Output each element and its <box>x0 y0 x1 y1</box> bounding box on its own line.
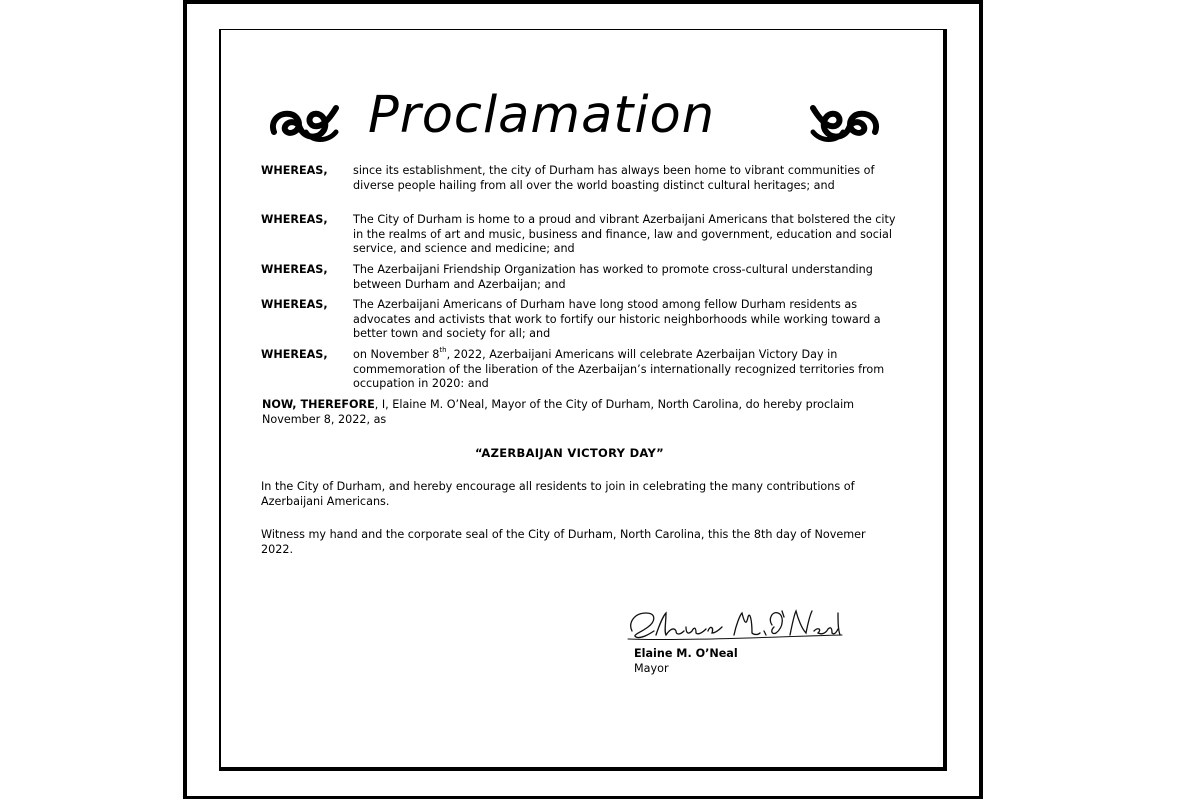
whereas-label: WHEREAS, <box>261 263 328 276</box>
signature <box>626 605 846 645</box>
whereas-text: The City of Durham is home to a proud and vibrant Azerbaijani Americans that bolstered the city in the realms of art and music, business and finance, law and government, education and social service, and science and medicine; and <box>353 213 896 256</box>
witness-paragraph: Witness my hand and the corporate seal of the City of Durham, North Carolina, this the 8th day of Novemer 2022. <box>261 528 866 556</box>
page-title: Proclamation <box>368 86 716 145</box>
encourage-paragraph: In the City of Durham, and hereby encourage all residents to join in celebrating the many contributions of Azerbaijani Americans. <box>261 480 855 508</box>
whereas-label: WHEREAS, <box>261 213 328 226</box>
date-text: on November 8 <box>353 348 440 361</box>
flourish-ornament-icon <box>808 102 883 144</box>
signer-title: Mayor <box>634 662 669 675</box>
proclaimed-day: “AZERBAIJAN VICTORY DAY” <box>475 446 665 460</box>
therefore-label: NOW, THEREFORE <box>262 398 375 411</box>
ordinal-suffix: th <box>439 346 447 355</box>
signer-name: Elaine M. O’Neal <box>634 647 738 660</box>
therefore-paragraph <box>262 398 892 427</box>
therefore-text: , I, Elaine M. O’Neal, Mayor of the City of Durham, North Carolina, do hereby proclaim November 8, 2022, as <box>262 398 855 426</box>
title-row <box>258 82 898 150</box>
flourish-ornament-icon <box>266 102 341 144</box>
whereas-text <box>353 348 903 392</box>
whereas-text: The Azerbaijani Americans of Durham have long stood among fellow Durham residents as advocates and activists that work to fortify our historic neighborhoods while working toward a better town and society for all; and <box>353 298 881 341</box>
whereas-label: WHEREAS, <box>261 348 328 361</box>
whereas-label: WHEREAS, <box>261 298 328 311</box>
clause-continuation: , 2022, Azerbaijani Americans will celebrate Azerbaijan Victory Day in commemoration of the liberation of the Azerbaijan’s internationally recognized territories from occupation in 2020: and <box>353 348 885 391</box>
whereas-text: since its establishment, the city of Durham has always been home to vibrant communities of diverse people hailing from all over the world boasting distinct cultural heritages; and <box>353 164 875 192</box>
whereas-label: WHEREAS, <box>261 164 328 177</box>
whereas-text: The Azerbaijani Friendship Organization has worked to promote cross-cultural understanding between Durham and Azerbaijan; and <box>353 263 873 291</box>
